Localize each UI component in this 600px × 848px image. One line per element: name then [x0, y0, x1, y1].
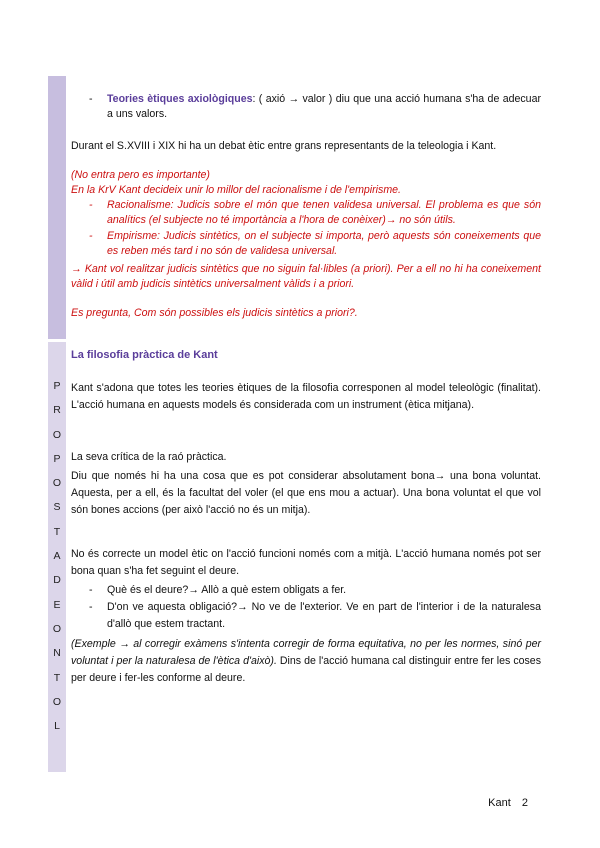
red-arrow-paragraph: → Kant vol realitzar judicis sintètics que no siguin fal·libles (a priori). Per a ell no hi ha coneixement vàlid i útil amb judicis sintètics universalment vàlids i a priori. [71, 263, 541, 291]
axiological-definition: : ( axió → valor ) diu que una acció humana s'ha de adecuar a uns valors. [107, 93, 541, 121]
red-krv-line: En la KrV Kant decideix unir lo millor del racionalisme i de l'empirisme. [71, 184, 401, 196]
example-italic: (Exemple → al corregir exàmens s'intenta corregir de forma equitativa, no per les normes, sinó per voluntat i per la naturalesa de l'ètica d'això). [71, 638, 541, 667]
vertical-letter: P [53, 380, 61, 392]
vertical-letter: E [53, 598, 61, 611]
debate-paragraph: Durant el S.XVIII i XIX hi ha un debat ètic entre grans representants de la teleologia i Kant. [71, 140, 497, 152]
red-list [71, 198, 541, 260]
example-paragraph [71, 636, 541, 687]
vertical-letter: L [54, 720, 60, 733]
vertical-letter: A [53, 550, 61, 563]
vertical-letter: R [53, 404, 61, 417]
teleology-paragraph: Kant s'adona que totes les teories ètiques de la filosofia corresponen al model teleològic (finalitat). L'acció humana en aquests models és considerada com un instrument (ètica mitjana). [71, 382, 541, 411]
vertical-letter: O [52, 622, 62, 635]
vertical-letter: O [52, 695, 62, 708]
footer-title: Kant [488, 797, 511, 809]
vertical-letter: P [53, 452, 61, 465]
page-number: 2 [521, 797, 528, 809]
red-question: Es pregunta, Com són possibles els judicis sintètics a priori?. [71, 307, 358, 319]
good-will-paragraph: Diu que només hi ha una cosa que es pot considerar absolutament bona→ una bona voluntat. Aquesta, per a ell, és la facultat del voler (el que ens mou a actuar). Una bona voluntat el que vol són bones accions (per això l'acció no és un mitja). [71, 470, 541, 516]
critique-title: La seva crítica de la raó pràctica. [71, 451, 227, 463]
page-footer [488, 797, 528, 809]
vertical-letter: T [53, 671, 61, 684]
axiological-term: Teories ètiques axiològiques [107, 93, 253, 105]
duty-paragraph: No és correcte un model ètic on l'acció funcioni només com a mitjà. L'acció humana només pot ser bona quan s'ha fet seguint el deure. [71, 548, 541, 577]
vertical-letter: O [52, 477, 62, 490]
duty-list-item: - D'on ve aquesta obligació?→ No ve de l'exterior. Ve en part de l'interior i de la naturalesa d'allò que estem tractant. [89, 600, 541, 630]
duty-list-item: - Què és el deure?→ Allò a què estem obligats a fer. [89, 584, 347, 596]
vertical-letter: O [52, 428, 62, 441]
sidebar-band-top [48, 76, 66, 339]
vertical-letter: N [53, 647, 61, 660]
axiological-item: - Teories ètiques axiològiques: ( axió → valor ) diu que una acció humana s'ha de adecuar a uns valors. [89, 93, 541, 121]
red-list-item-rationalism: - Racionalisme: Judicis sobre el món que tenen validesa universal. El problema es que són analítics (el subjecte no té importància a l'hora de conèixer)→ no són útils. [89, 199, 541, 227]
duty-list [71, 582, 541, 632]
vertical-letter: S [53, 501, 61, 514]
vertical-label [48, 374, 66, 738]
section-heading: La filosofia pràctica de Kant [71, 349, 218, 361]
vertical-letter: D [53, 574, 61, 587]
red-list-item-empiricism: - Empirisme: Judicis sintètics, on el subjecte si importa, però aquests són coneixements que es reben més tard i no són de validesa universal. [89, 229, 541, 258]
example-conclusion: Dins de l'acció humana cal distinguir entre fer les coses per deure i fer-les conforme al deure. [71, 655, 541, 684]
vertical-letter: T [53, 525, 61, 538]
red-note: (No entra pero es importante) [71, 169, 210, 181]
